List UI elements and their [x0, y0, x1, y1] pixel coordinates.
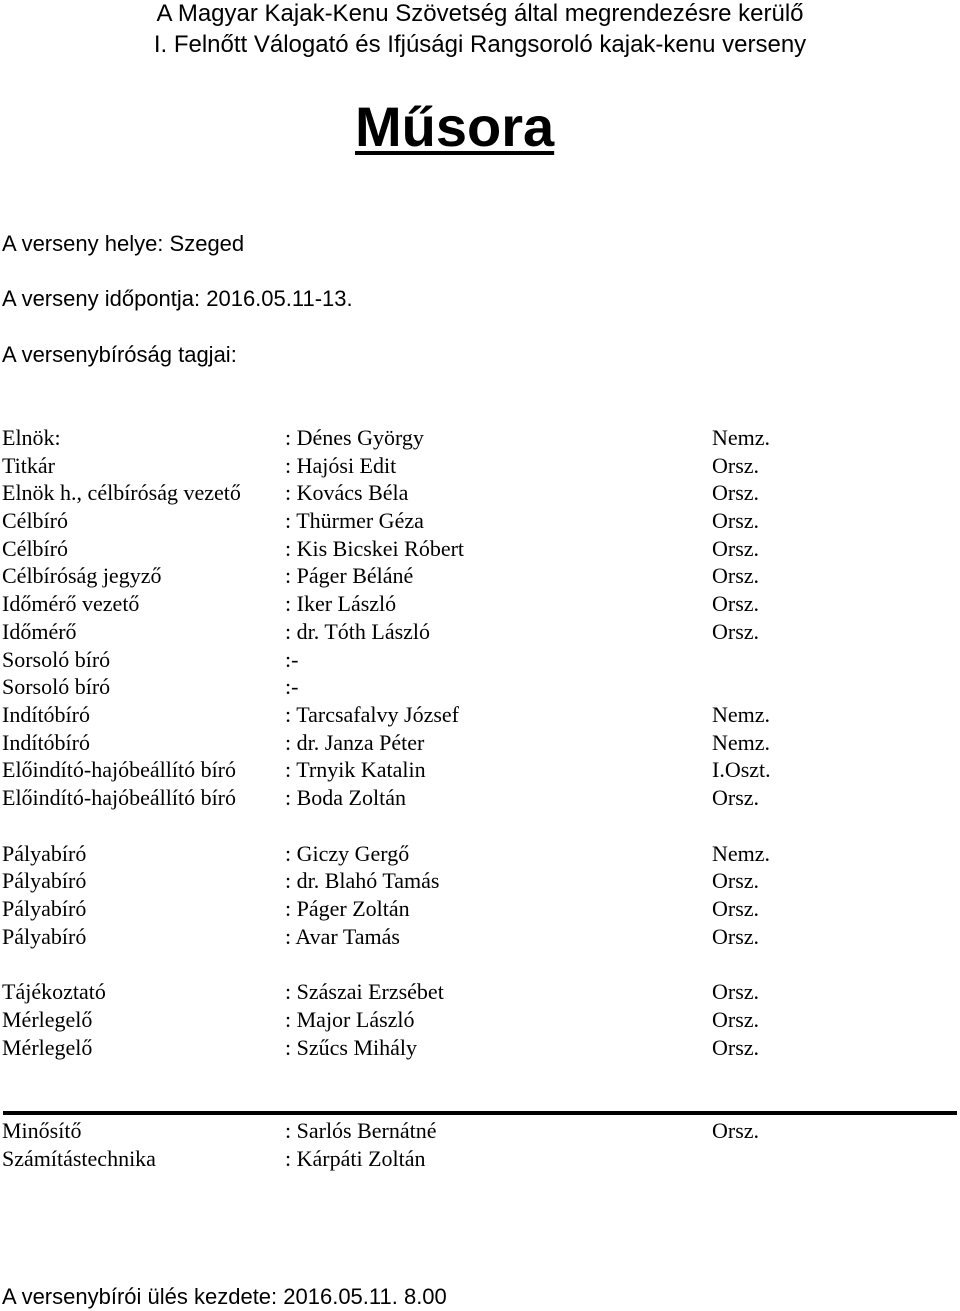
official-role: Elnök: — [2, 425, 61, 450]
official-name: : Kis Bicskei Róbert — [285, 536, 465, 561]
official-category: Orsz. — [712, 1007, 760, 1032]
official-row — [0, 784, 960, 811]
official-role: Elnök h., célbíróság vezető — [2, 480, 241, 505]
official-row — [0, 535, 960, 562]
official-row — [0, 923, 960, 950]
official-row — [0, 867, 960, 894]
official-name: : dr. Blahó Tamás — [285, 868, 440, 893]
official-role: Tájékoztató — [2, 979, 106, 1004]
official-category: Orsz. — [712, 563, 760, 588]
official-name: : Trnyik Katalin — [285, 757, 426, 782]
official-role: Célbíró — [2, 536, 68, 561]
official-name: : Boda Zoltán — [285, 785, 406, 810]
meeting-start-line: A versenybírói ülés kezdete: 2016.05.11. 8.00 — [2, 1284, 447, 1309]
official-role: Titkár — [2, 453, 55, 478]
official-row — [0, 1034, 960, 1061]
official-name: : Kárpáti Zoltán — [285, 1146, 426, 1171]
official-row — [0, 1006, 960, 1033]
official-row — [0, 507, 960, 534]
official-role: Sorsoló bíró — [2, 674, 111, 699]
official-name: :- — [285, 647, 299, 672]
official-role: Pályabíró — [2, 896, 87, 921]
official-role: Indítóbíró — [2, 702, 90, 727]
official-name: :- — [285, 674, 299, 699]
official-row — [0, 701, 960, 728]
official-category: Orsz. — [712, 785, 760, 810]
official-name: : Major László — [285, 1007, 415, 1032]
official-category: Orsz. — [712, 619, 760, 644]
official-name: : dr. Tóth László — [285, 619, 431, 644]
official-role: Sorsoló bíró — [2, 647, 111, 672]
official-category: Orsz. — [712, 896, 760, 921]
official-name: : Dénes György — [285, 425, 424, 450]
header-line-1: A Magyar Kajak-Kenu Szövetség által megrendezésre kerülő — [156, 0, 804, 27]
official-row — [0, 1117, 960, 1144]
official-role: Időmérő vezető — [2, 591, 140, 616]
official-name: : Giczy Gergő — [285, 841, 410, 866]
official-name: : Szászai Erzsébet — [285, 979, 444, 1004]
official-row — [0, 1145, 960, 1172]
official-role: Célbíró — [2, 508, 68, 533]
official-row — [0, 978, 960, 1005]
date-line: A verseny időpontja: 2016.05.11-13. — [2, 286, 353, 311]
official-row — [0, 756, 960, 783]
official-name: : Páger Zoltán — [285, 896, 410, 921]
official-name: : Kovács Béla — [285, 480, 409, 505]
official-role: Előindító-hajóbeállító bíró — [2, 757, 237, 782]
official-category: Nemz. — [712, 425, 771, 450]
official-row — [0, 673, 960, 700]
committee-heading: A versenybíróság tagjai: — [2, 342, 237, 367]
header-line-2: I. Felnőtt Válogató és Ifjúsági Rangsoroló kajak-kenu verseny — [153, 31, 807, 58]
official-row — [0, 479, 960, 506]
page-title: Műsora — [355, 95, 555, 158]
official-category: Orsz. — [712, 480, 760, 505]
official-name: : Hajósi Edit — [285, 453, 397, 478]
official-category: Orsz. — [712, 591, 760, 616]
official-role: Időmérő — [2, 619, 77, 644]
official-category: Orsz. — [712, 536, 760, 561]
official-role: Pályabíró — [2, 841, 87, 866]
official-row — [0, 840, 960, 867]
official-row — [0, 646, 960, 673]
official-row — [0, 562, 960, 589]
official-role: Számítástechnika — [2, 1146, 156, 1171]
official-category: Nemz. — [712, 730, 771, 755]
separator-rule — [3, 1111, 957, 1115]
official-row — [0, 424, 960, 451]
official-category: Nemz. — [712, 841, 771, 866]
official-category: Orsz. — [712, 1035, 760, 1060]
official-role: Indítóbíró — [2, 730, 90, 755]
official-name: : dr. Janza Péter — [285, 730, 425, 755]
official-role: Mérlegelő — [2, 1007, 93, 1032]
official-row — [0, 590, 960, 617]
official-category: Orsz. — [712, 453, 760, 478]
official-category: Orsz. — [712, 868, 760, 893]
official-role: Célbíróság jegyző — [2, 563, 162, 588]
official-row — [0, 729, 960, 756]
official-role: Pályabíró — [2, 868, 87, 893]
official-category: Orsz. — [712, 979, 760, 1004]
official-category: Orsz. — [712, 924, 760, 949]
official-role: Pályabíró — [2, 924, 87, 949]
official-name: : Tarcsafalvy József — [285, 702, 459, 727]
official-category: Orsz. — [712, 1118, 760, 1143]
official-row — [0, 618, 960, 645]
official-name: : Avar Tamás — [285, 924, 400, 949]
official-category: I.Oszt. — [712, 757, 771, 782]
official-row — [0, 895, 960, 922]
official-category: Orsz. — [712, 508, 760, 533]
official-name: : Szűcs Mihály — [285, 1035, 417, 1060]
official-role: Minősítő — [2, 1118, 82, 1143]
official-name: : Iker László — [285, 591, 397, 616]
official-name: : Páger Béláné — [285, 563, 414, 588]
venue-line: A verseny helye: Szeged — [2, 231, 245, 256]
official-name: : Sarlós Bernátné — [285, 1118, 437, 1143]
official-name: : Thürmer Géza — [285, 508, 424, 533]
official-role: Mérlegelő — [2, 1035, 93, 1060]
official-category: Nemz. — [712, 702, 771, 727]
official-row — [0, 452, 960, 479]
official-role: Előindító-hajóbeállító bíró — [2, 785, 237, 810]
